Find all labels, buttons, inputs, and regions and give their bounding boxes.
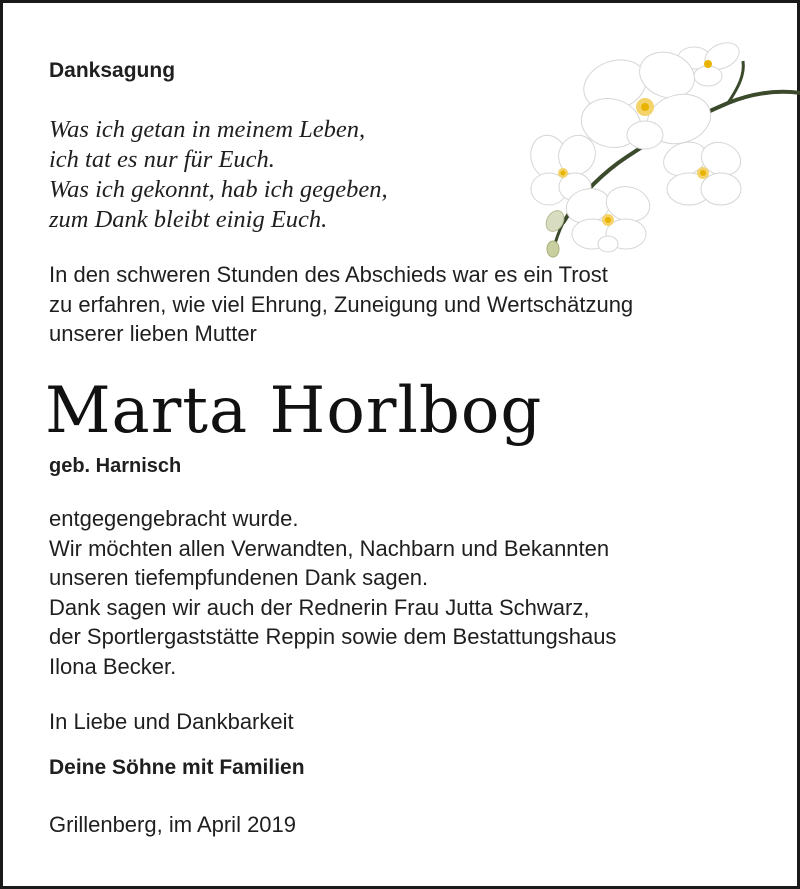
thanks-line: Wir möchten allen Verwandten, Nachbarn und Bekannten <box>49 535 610 561</box>
poem <box>49 115 388 235</box>
signoff: Deine Söhne mit Familien <box>49 756 305 779</box>
orchid-icon <box>523 23 800 263</box>
intro-text <box>49 260 633 349</box>
notice-title: Danksagung <box>49 59 176 82</box>
intro-line: In den schweren Stunden des Abschieds war es ein Trost <box>49 262 608 287</box>
intro-line: unserer lieben Mutter <box>49 321 257 346</box>
thanks-line: Dank sagen wir auch der Rednerin Frau Jutta Schwarz, <box>49 594 590 620</box>
thanks-line: entgegengebracht wurde. <box>49 506 299 531</box>
thanks-line: Ilona Becker. <box>49 653 177 679</box>
thanks-line: unseren tiefempfundenen Dank sagen. <box>49 565 429 590</box>
place-date: Grillenberg, im April 2019 <box>49 812 297 837</box>
poem-line: ich tat es nur für Euch. <box>49 146 275 173</box>
closing-phrase: In Liebe und Dankbarkeit <box>49 709 294 734</box>
thanks-line: der Sportlergaststätte Reppin sowie dem Bestattungshaus <box>49 624 617 649</box>
birth-name: geb. Harnisch <box>49 455 182 477</box>
poem-line: Was ich getan in meinem Leben, <box>49 116 366 143</box>
intro-line: zu erfahren, wie viel Ehrung, Zuneigung und Wertschätzung <box>49 291 634 317</box>
poem-line: Was ich gekonnt, hab ich gegeben, <box>49 176 388 203</box>
poem-line: zum Dank bleibt einig Euch. <box>49 206 328 233</box>
deceased-name: Marta Horlbog <box>45 374 543 448</box>
thanks-text <box>49 504 616 681</box>
